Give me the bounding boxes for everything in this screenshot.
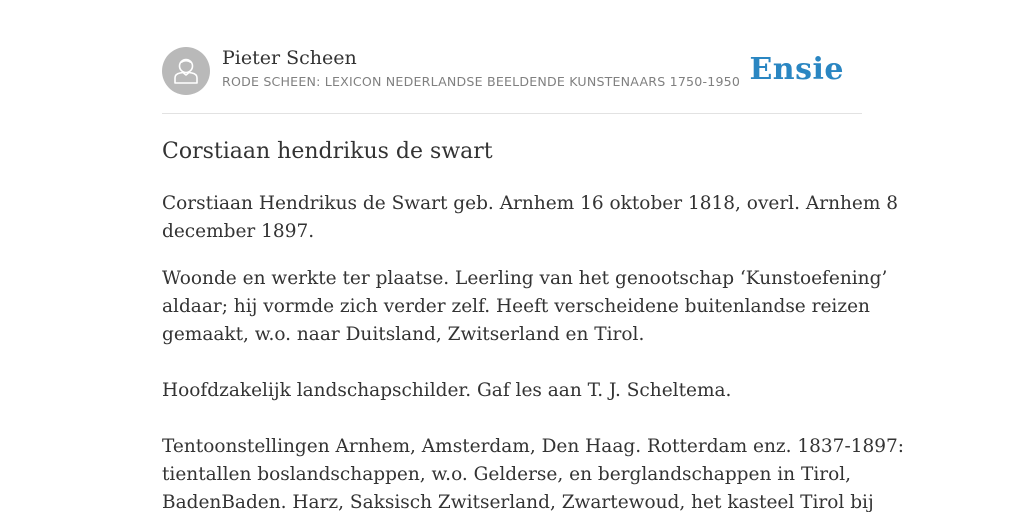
text-line: tientallen boslandschappen, w.o. Gelderse, en berglandschappen in Tirol, [162,464,852,485]
text-line: Woonde en werkte ter plaatse. Leerling van het genootschap ‘Kunstoefening’ [162,268,888,289]
user-silhouette-icon [162,47,210,95]
text-line: Corstiaan Hendrikus de Swart geb. Arnhem 16 oktober 1818, overl. Arnhem 8 [162,193,899,214]
article-header [162,46,862,96]
text-line: december 1897. [162,221,315,242]
ensie-logo[interactable]: Ensie [749,52,844,87]
text-line: aldaar; hij vormde zich verder zelf. Heeft verscheidene buitenlandse reizen [162,296,870,317]
author-name[interactable]: Pieter Scheen [222,47,357,69]
paragraph-education [162,265,888,349]
text-line: BadenBaden. Harz, Saksisch Zwitserland, Zwartewoud, het kasteel Tirol bij [162,492,874,512]
paragraph-exhibitions [162,433,905,512]
author-avatar[interactable] [162,47,210,95]
article-body [162,190,905,512]
paragraph-birth [162,190,899,246]
header-divider [162,113,862,114]
text-line: gemaakt, w.o. naar Duitsland, Zwitserland en Tirol. [162,324,645,345]
text-line: Hoofdzakelijk landschapschilder. Gaf les aan T. J. Scheltema. [162,380,732,401]
paragraph-genre [162,377,862,405]
text-line: Tentoonstellingen Arnhem, Amsterdam, Den Haag. Rotterdam enz. 1837-1897: [162,436,905,457]
article-title: Corstiaan hendrikus de swart [162,139,493,164]
source-name[interactable]: RODE SCHEEN: LEXICON NEDERLANDSE BEELDENDE KUNSTENAARS 1750-1950 [222,74,741,89]
